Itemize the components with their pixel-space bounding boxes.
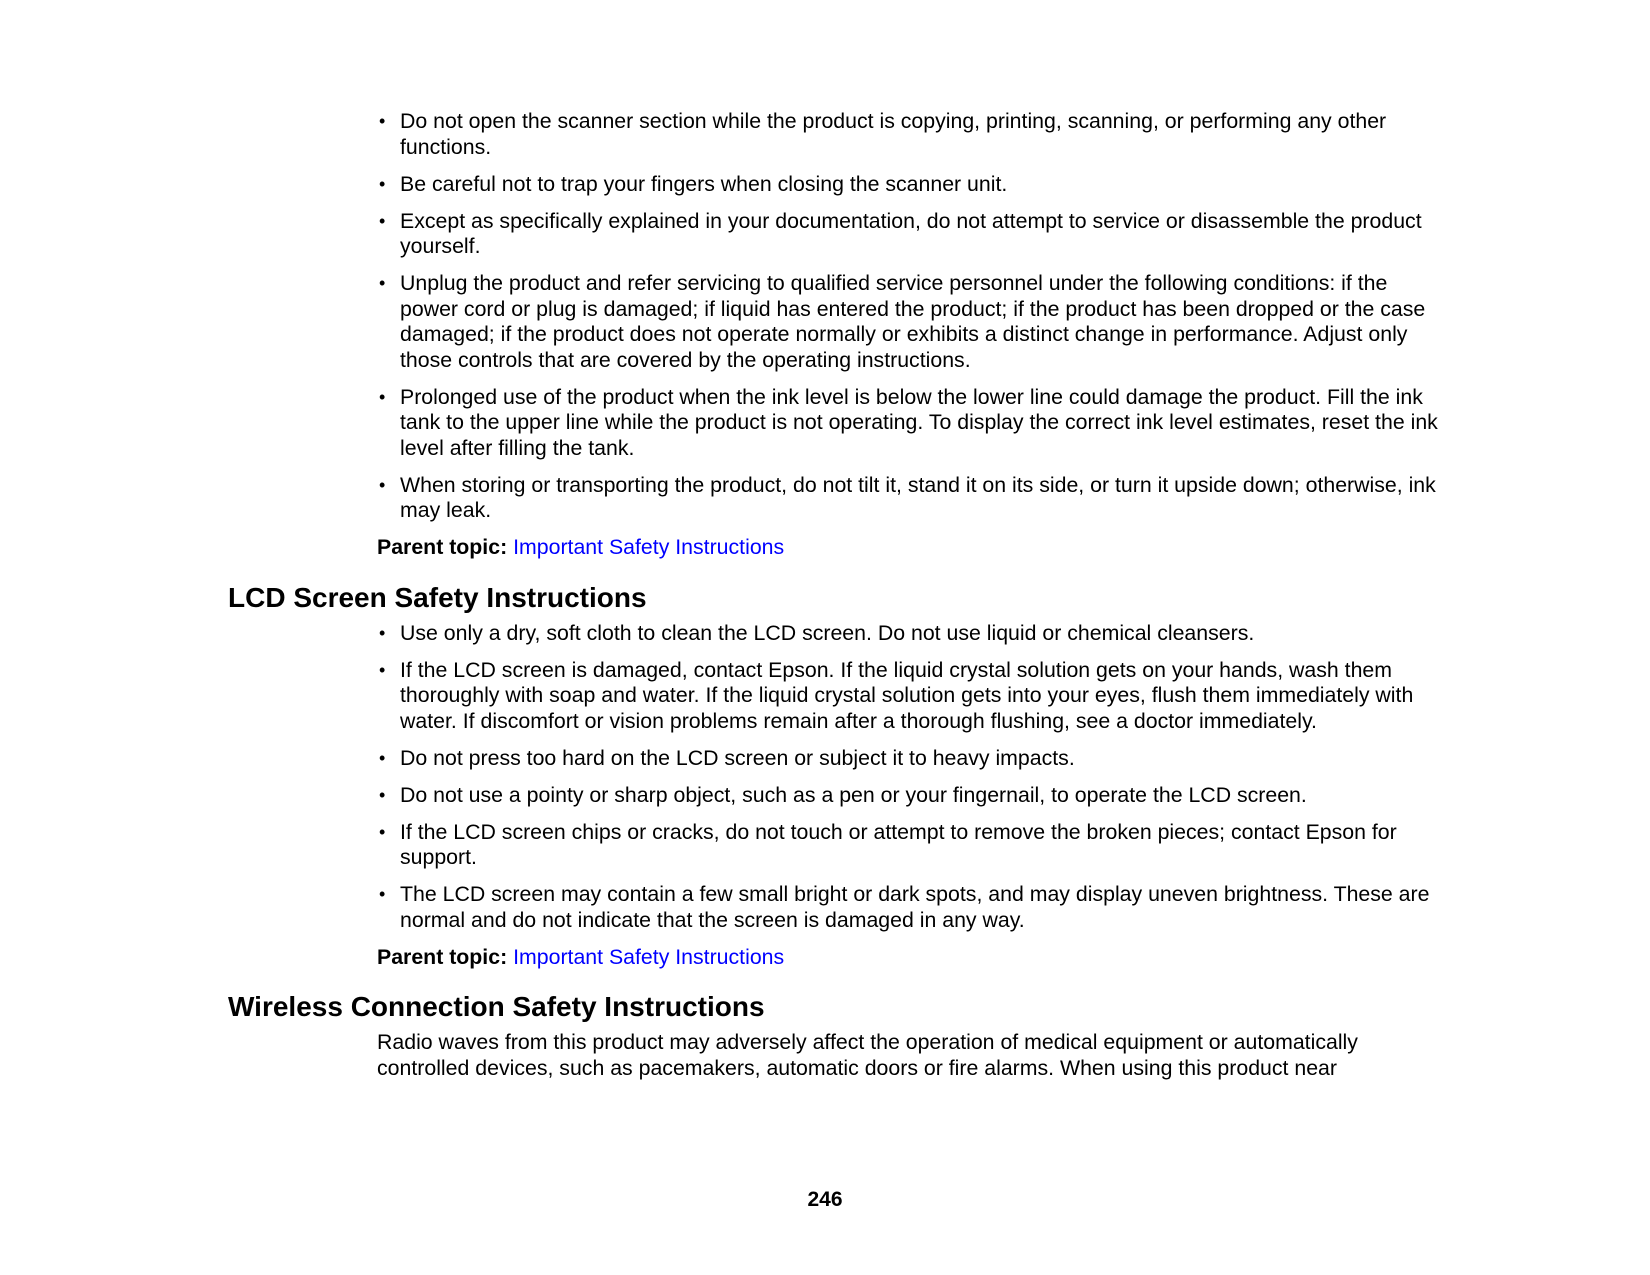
page-content [228, 109, 1443, 1081]
list-item-text: If the LCD screen chips or cracks, do not touch or attempt to remove the broken pieces; contact Epson for support. [400, 819, 1397, 869]
list-item-text: Unplug the product and refer servicing to qualified service personnel under the following conditions: if the power cord or plug is damaged; if liquid has entered the product; if the product has been dropped or the case damaged; if the product does not operate normally or exhibits a distinct change in performance. Adjust only those controls that are covered by the operating instructions. [400, 271, 1426, 372]
list-item-text: Prolonged use of the product when the ink level is below the lower line could damage the product. Fill the ink tank to the upper line while the product is not operating. To display the correct ink level estimates, reset the ink level after filling the tank. [400, 384, 1438, 460]
bullet-icon: • [379, 784, 386, 805]
bullet-icon: • [379, 173, 386, 194]
list-item [379, 171, 1443, 198]
parent-topic [377, 945, 1443, 971]
bullet-icon: • [379, 273, 386, 293]
list-item-text: If the LCD screen is damaged, contact Epson. If the liquid crystal solution gets on your hands, wash them thoroughly with soap and water. If the liquid crystal solution gets into your eyes, flush them immediately with water. If discomfort or vision problems remain after a thorough flushing, see a doctor immediately. [400, 657, 1414, 733]
list-item-text: Use only a dry, soft cloth to clean the LCD screen. Do not use liquid or chemical cleansers. [400, 620, 1255, 645]
list-item-text: When storing or transporting the product, do not tilt it, stand it on its side, or turn it upside down; otherwise, ink may leak. [400, 472, 1436, 522]
parent-topic-link[interactable]: Important Safety Instructions [513, 535, 785, 559]
parent-topic-link[interactable]: Important Safety Instructions [513, 944, 785, 969]
list-item-text: The LCD screen may contain a few small bright or dark spots, and may display uneven brightness. These are normal and do not indicate that the screen is damaged in any way. [400, 882, 1430, 932]
section-heading-lcd: LCD Screen Safety Instructions [228, 581, 647, 613]
list-item [379, 208, 1443, 260]
bullet-icon: • [379, 386, 386, 407]
bullet-icon: • [379, 622, 386, 643]
wireless-paragraph: Radio waves from this product may adversely affect the operation of medical equipment or automatically controlled devices, such as pacemakers, automatic doors or fire alarms. When using this product near [377, 1030, 1358, 1080]
list-item [379, 782, 1443, 809]
parent-topic-label: Parent topic: [377, 944, 508, 969]
bullet-icon: • [379, 747, 386, 768]
list-item [379, 271, 1443, 373]
list-item [379, 819, 1443, 871]
list-item [379, 657, 1443, 735]
bullet-icon: • [379, 884, 386, 904]
list-item-text: Except as specifically explained in your documentation, do not attempt to service or disassemble the product yourself. [400, 208, 1422, 258]
list-item [379, 472, 1443, 524]
list-item [379, 109, 1443, 160]
list-item [379, 384, 1443, 462]
bullet-icon: • [379, 474, 386, 495]
bullet-icon: • [379, 111, 386, 131]
scanner-safety-list [228, 109, 1443, 524]
list-item [379, 620, 1443, 647]
parent-topic [377, 535, 1443, 561]
list-item-text: Do not use a pointy or sharp object, such as a pen or your fingernail, to operate the LCD screen. [400, 782, 1307, 807]
bullet-icon: • [379, 821, 386, 842]
list-item-text: Do not press too hard on the LCD screen or subject it to heavy impacts. [400, 745, 1075, 770]
lcd-safety-list [228, 621, 1443, 934]
list-item [379, 745, 1443, 772]
bullet-icon: • [379, 659, 386, 680]
section-heading-wireless: Wireless Connection Safety Instructions [228, 991, 765, 1022]
parent-topic-label: Parent topic: [377, 535, 508, 559]
list-item-text: Be careful not to trap your fingers when closing the scanner unit. [400, 171, 1008, 196]
list-item-text: Do not open the scanner section while the product is copying, printing, scanning, or performing any other functions. [400, 109, 1387, 159]
page-number: 246 [807, 1188, 843, 1211]
bullet-icon: • [379, 210, 386, 231]
list-item [379, 882, 1443, 933]
